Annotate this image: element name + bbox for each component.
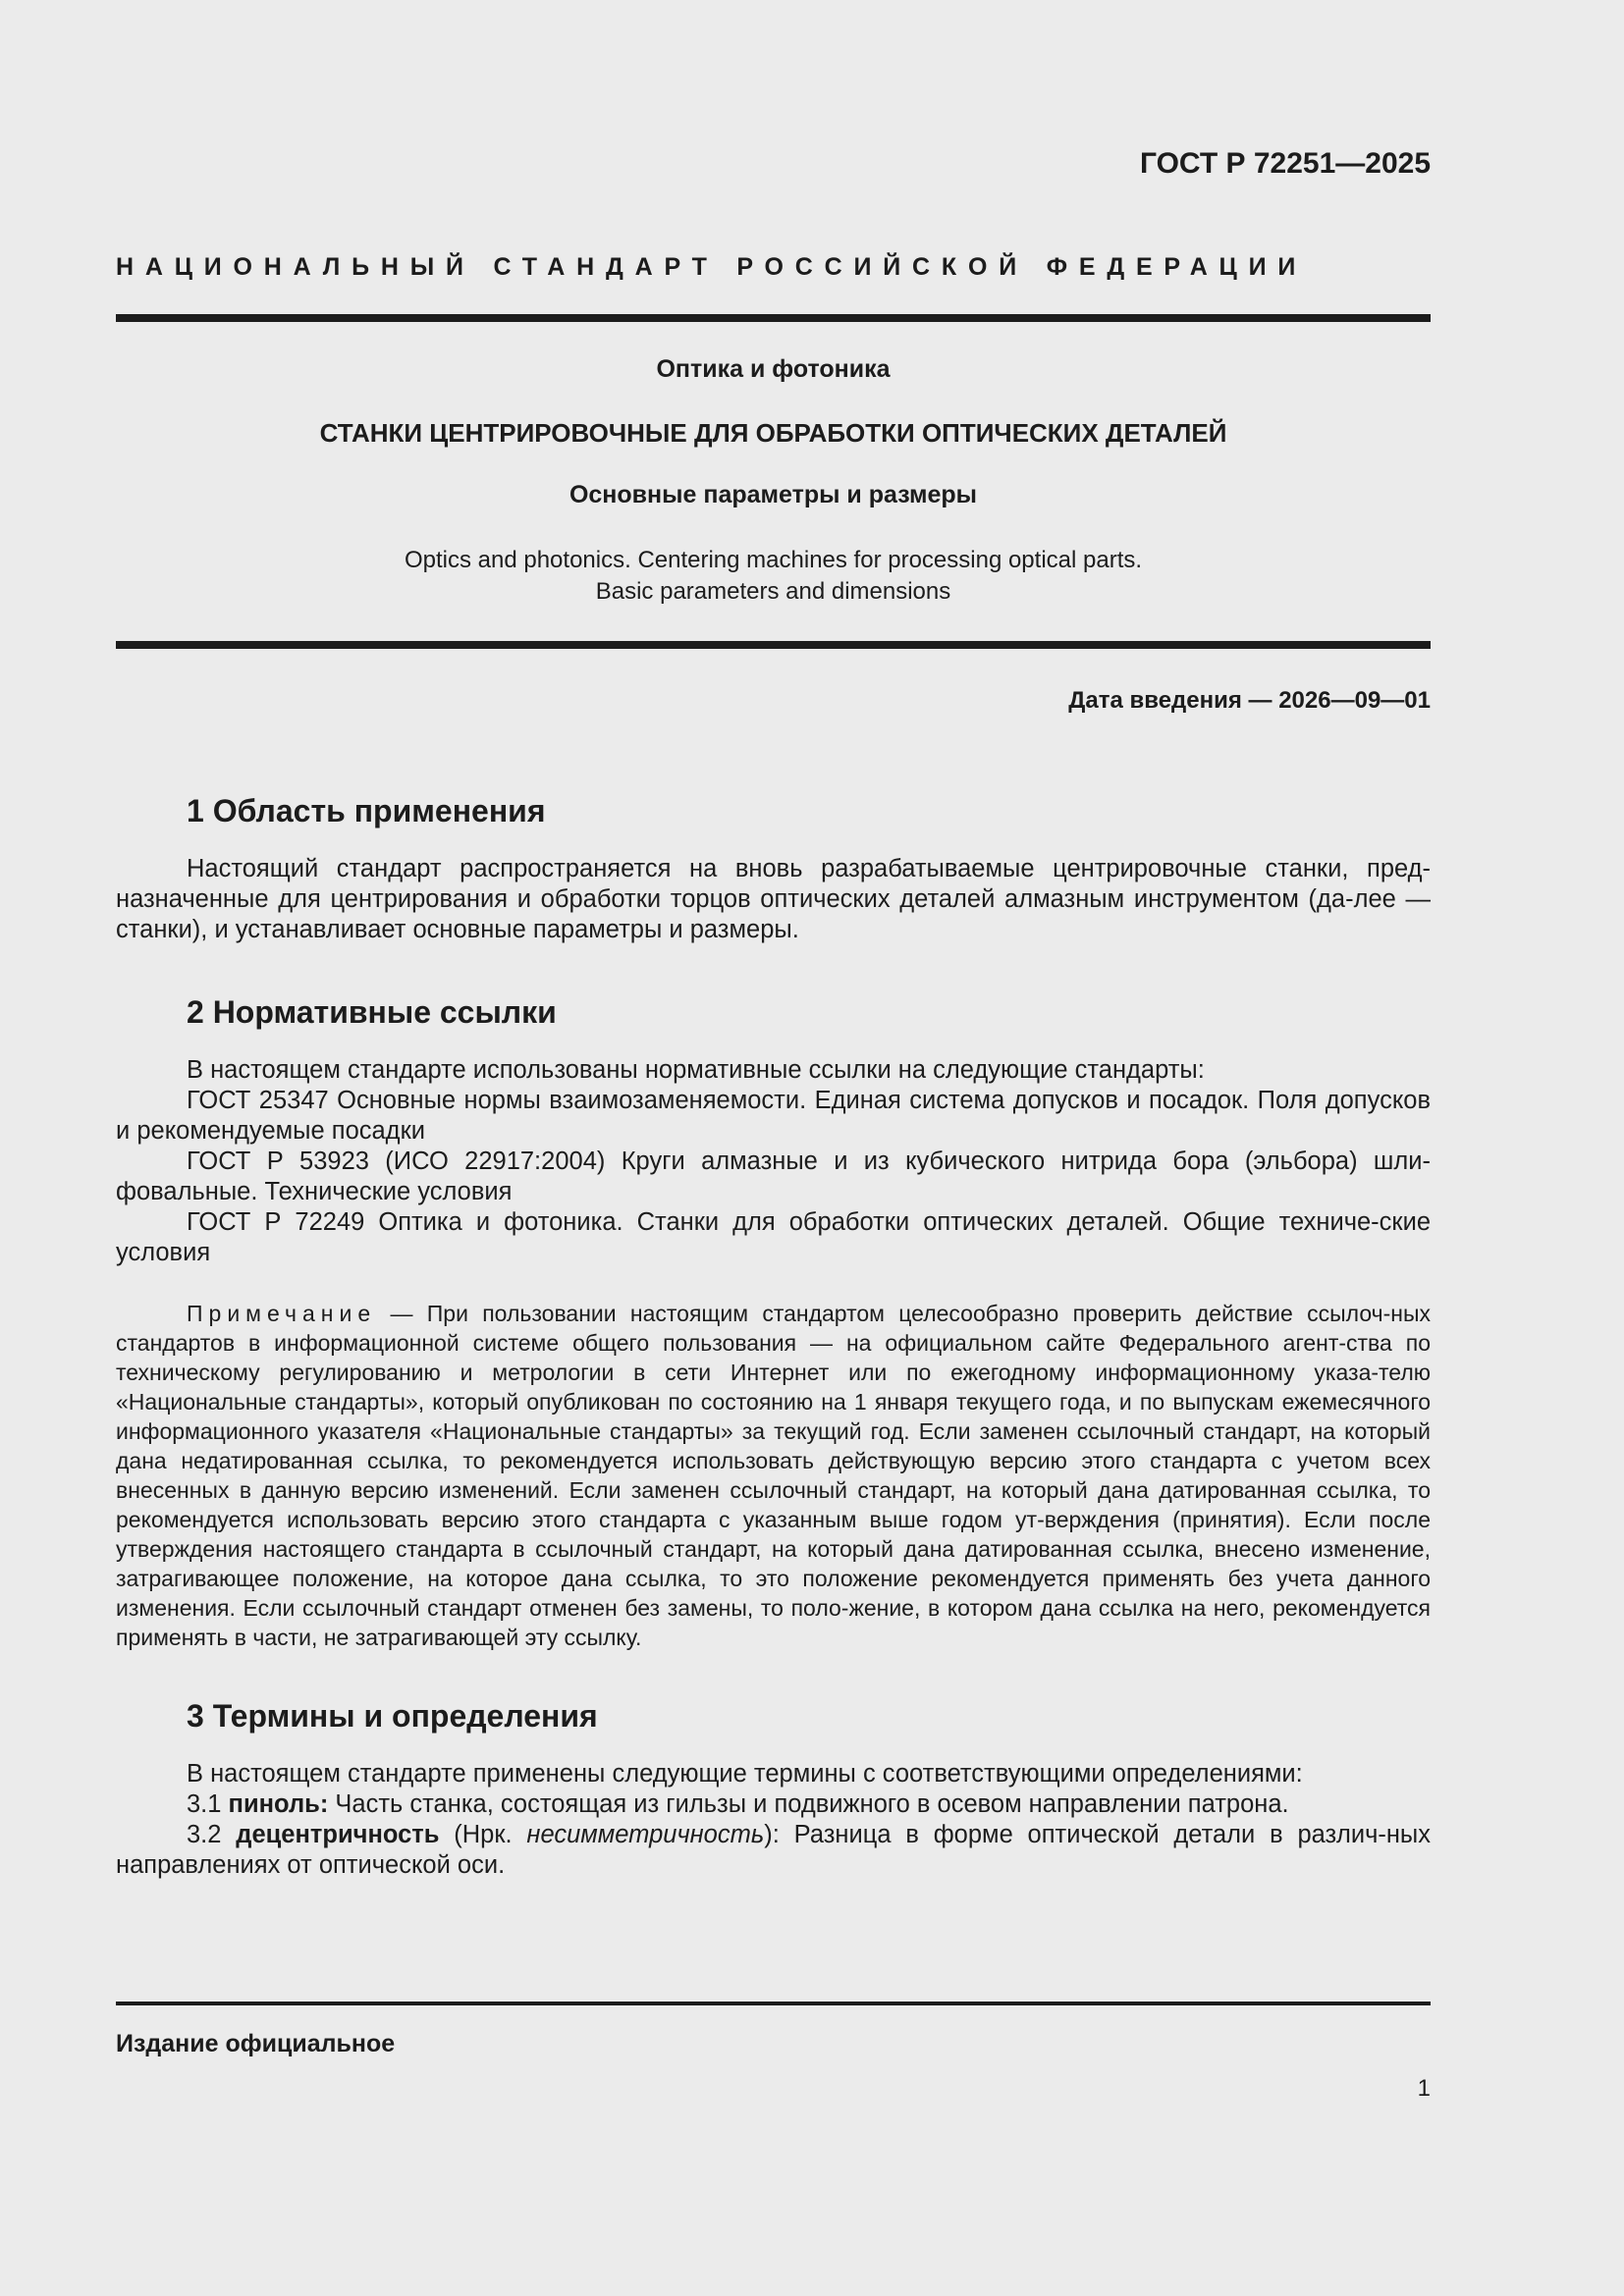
national-standard-caption: НАЦИОНАЛЬНЫЙ СТАНДАРТ РОССИЙСКОЙ ФЕДЕРАЦИИ	[116, 253, 1308, 281]
term-name: децентричность	[236, 1821, 440, 1848]
term-definition: Часть станка, состоящая из гильзы и подвижного в осевом направлении патрона.	[328, 1790, 1289, 1818]
section-1-body	[116, 854, 1431, 945]
references-note	[116, 1299, 1431, 1652]
section-3-body	[116, 1759, 1431, 1881]
page-number: 1	[1417, 2075, 1431, 2102]
topic-title: Оптика и фотоника	[656, 355, 891, 383]
section-1-heading: 1 Область применения	[187, 793, 546, 828]
top-divider	[116, 314, 1431, 322]
reference-item: ГОСТ 25347 Основные нормы взаимозаменяемости. Единая система допусков и посадок. Поля допусков и рекомендуемые посадки	[116, 1087, 1431, 1145]
term-entry-3-1	[116, 1789, 1431, 1820]
footer-divider	[116, 2002, 1431, 2005]
references-intro: В настоящем стандарте использованы нормативные ссылки на следующие стандарты:	[187, 1056, 1205, 1084]
scope-paragraph: Настоящий стандарт распространяется на вновь разрабатываемые центрировочные станки, пред-назначенные для центрирования и обработки торцов оптических деталей алмазным инструментом (да-лее — станки), и устанавливает основные параметры и размеры.	[116, 855, 1431, 943]
term-number: 3.2	[187, 1821, 237, 1848]
document-title: СТАНКИ ЦЕНТРИРОВОЧНЫЕ ДЛЯ ОБРАБОТКИ ОПТИЧЕСКИХ ДЕТАЛЕЙ	[319, 418, 1227, 448]
english-title-line-1: Optics and photonics. Centering machines for processing optical parts.	[404, 547, 1143, 573]
terms-intro: В настоящем стандарте применены следующие термины с соответствующими определениями:	[187, 1760, 1303, 1788]
term-definition: ): Разница в форме оптической детали в различ-ных направлениях от оптической оси.	[116, 1821, 1432, 1879]
edition-label: Издание официальное	[116, 2030, 396, 2057]
gost-number: ГОСТ Р 72251—2025	[1139, 147, 1431, 180]
english-title	[116, 545, 1431, 608]
title-divider	[116, 641, 1431, 649]
note-label: Примечание	[187, 1301, 377, 1326]
section-3-heading: 3 Термины и определения	[187, 1698, 598, 1734]
reference-item: ГОСТ Р 53923 (ИСО 22917:2004) Круги алмазные и из кубического нитрида бора (эльбора) шли-фовальные. Технические условия	[116, 1148, 1431, 1205]
term-entry-3-2	[116, 1820, 1431, 1881]
english-title-line-2: Basic parameters and dimensions	[595, 578, 951, 605]
note-text: — При пользовании настоящим стандартом целесообразно проверить действие ссылоч-ных стандартов в информационной системе общего пользования — на официальном сайте Федерального агент-ства по техническому регулированию и метрологии в сети Интернет или по ежегодному информационному указа-телю «Национальные стандарты», который опубликован по состоянию на 1 января текущего года, и по выпускам ежемесячного информационного указателя «Национальные стандарты» за текущий год. Если заменен ссылочный стандарт, на который дана недатированная ссылка, то рекомендуется использовать действующую версию этого стандарта с учетом всех внесенных в данную версию изменений. Если заменен ссылочный стандарт, на который дана датированная ссылка, то рекомендуется использовать версию этого стандарта с указанным выше годом ут-верждения (принятия). Если после утверждения настоящего стандарта в ссылочный стандарт, на который дана датированная ссылка, внесено изменение, затрагивающее положение, на которое дана ссылка, то это положение рекомендуется применять без учета данного изменения. Если ссылочный стандарт отменен без замены, то поло-жение, в котором дана ссылка на него, рекомендуется применять в части, не затрагивающей эту ссылку.	[116, 1301, 1431, 1650]
term-number: 3.1	[187, 1790, 229, 1818]
term-name: пиноль:	[228, 1790, 329, 1818]
section-2-body	[116, 1055, 1431, 1268]
document-subtitle: Основные параметры и размеры	[568, 481, 978, 508]
term-note-prefix: (Нрк.	[439, 1821, 527, 1848]
term-alternative: несимметричность	[526, 1821, 765, 1848]
section-2-heading: 2 Нормативные ссылки	[187, 994, 557, 1030]
reference-item: ГОСТ Р 72249 Оптика и фотоника. Станки для обработки оптических деталей. Общие техниче-ские условия	[116, 1208, 1431, 1266]
introduction-date: Дата введения — 2026—09—01	[1068, 687, 1431, 714]
